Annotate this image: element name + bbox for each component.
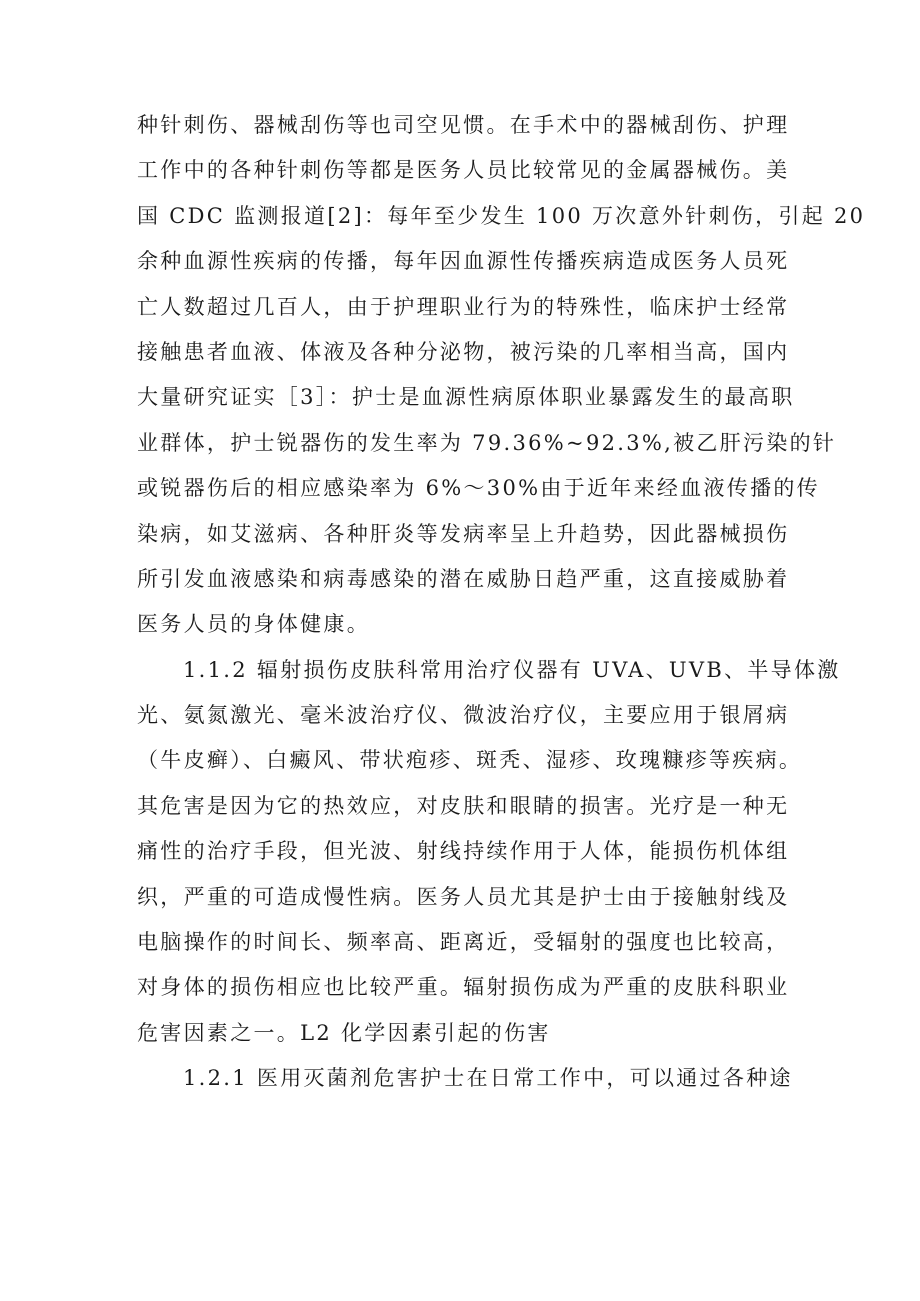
text-line: 接触患者血液、体液及各种分泌物，被污染的几率相当高，国内	[137, 339, 790, 364]
body-text	[137, 103, 866, 1102]
text-line: 或锐器伤后的相应感染率为 6%～30%由于近年来经血液传播的传	[137, 476, 820, 501]
text-line: 染病，如艾滋病、各种肝炎等发病率呈上升趋势，因此器械损伤	[137, 521, 790, 546]
text-line: 医务人员的身体健康。	[137, 612, 370, 637]
text-line: 亡人数超过几百人，由于护理职业行为的特殊性，临床护士经常	[137, 294, 790, 319]
text-line: （牛皮癣）、白癜风、带状疱疹、斑秃、湿疹、玫瑰糠疹等疾病。	[137, 748, 803, 773]
text-line: 所引发血液感染和病毒感染的潜在威胁日趋严重，这直接威胁着	[137, 566, 790, 591]
text-line: 大量研究证实［3］：护士是血源性病原体职业暴露发生的最高职	[137, 385, 795, 410]
text-line: 工作中的各种针刺伤等都是医务人员比较常见的金属器械伤。美	[137, 158, 790, 183]
text-line: 光、氨氮激光、毫米波治疗仪、微波治疗仪，主要应用于银屑病	[137, 703, 790, 728]
text-line: 其危害是因为它的热效应，对皮肤和眼睛的损害。光疗是一种无	[137, 793, 790, 818]
text-line: 痛性的治疗手段，但光波、射线持续作用于人体，能损伤机体组	[137, 839, 790, 864]
text-line: 电脑操作的时间长、频率高、距离近，受辐射的强度也比较高，	[137, 930, 790, 955]
text-line: 1.1.2 辐射损伤皮肤科常用治疗仪器有 UVA、UVB、半导体激	[183, 657, 841, 682]
text-line: 织，严重的可造成慢性病。医务人员尤其是护士由于接触射线及	[137, 884, 790, 909]
text-line: 种针刺伤、器械刮伤等也司空见惯。在手术中的器械刮伤、护理	[137, 113, 790, 137]
text-line: 对身体的损伤相应也比较严重。辐射损伤成为严重的皮肤科职业	[137, 975, 790, 1000]
text-line: 余种血源性疾病的传播，每年因血源性传播疾病造成医务人员死	[137, 249, 790, 274]
text-line: 1.2.1 医用灭菌剂危害护士在日常工作中，可以通过各种途	[183, 1066, 793, 1091]
text-line: 业群体，护士锐器伤的发生率为 79.36%~92.3%,被乙肝污染的针	[137, 430, 837, 455]
text-line: 危害因素之一。L2 化学因素引起的伤害	[137, 1020, 551, 1045]
text-line: 国 CDC 监测报道[2]：每年至少发生 100 万次意外针刺伤，引起 20	[137, 203, 866, 228]
